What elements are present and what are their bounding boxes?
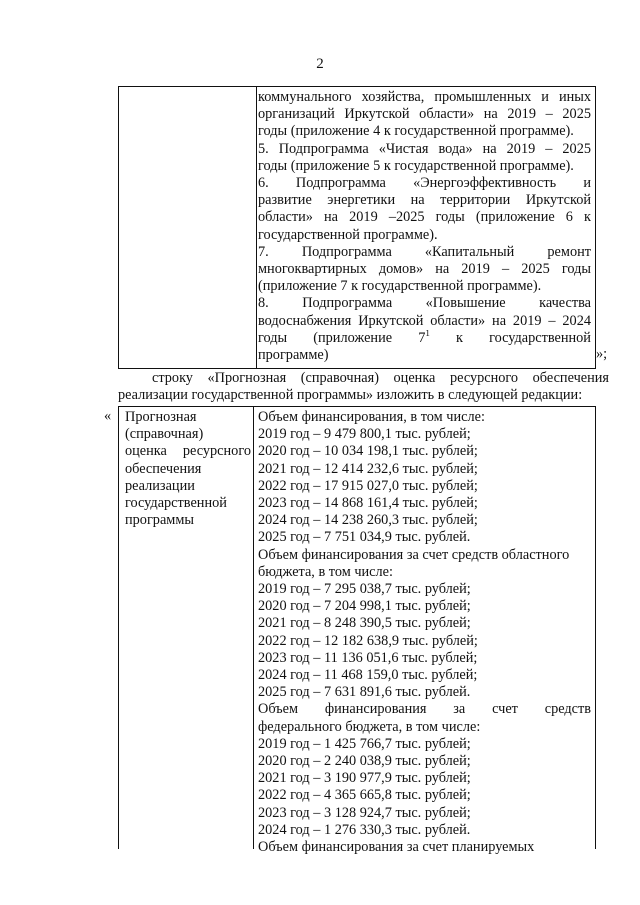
- word: [489, 330, 591, 347]
- label-text-line: (справочная): [125, 426, 204, 443]
- financing-text-line: федерального бюджета, в том числе:: [258, 718, 481, 735]
- financing-text-line: 2022 год – 12 182 638,9 тыс. рублей;: [258, 632, 478, 649]
- subprogram-text-line: 7. Подпрограмма «Капитальный ремонт: [258, 243, 591, 260]
- label-text-line: программы: [125, 512, 195, 529]
- subprograms-table-fragment: [118, 86, 596, 369]
- closing-quote: »;: [596, 346, 608, 362]
- financing-text-line: Объем финансирования, в том числе:: [258, 409, 485, 425]
- financing-text-line: 2023 год – 3 128 924,7 тыс. рублей;: [258, 804, 471, 821]
- financing-text-line: 2019 год – 1 425 766,7 тыс. рублей;: [258, 735, 471, 752]
- subprogram-text-line: (приложение 7 к государственной программе).: [258, 278, 542, 295]
- word: [313, 330, 392, 347]
- subprogram-text-line: коммунального хозяйства, промышленных и иных: [258, 89, 591, 105]
- label-text-line: государственной: [125, 495, 227, 511]
- word-text: государственной: [489, 329, 591, 346]
- opening-quote: «: [104, 408, 112, 424]
- subprograms-cell: [258, 89, 591, 364]
- subprogram-text-line: государственной программе).: [258, 226, 438, 243]
- financing-text-line: 2024 год – 1 276 330,3 тыс. рублей.: [258, 821, 471, 838]
- financing-text-line: 2020 год – 10 034 198,1 тыс. рублей;: [258, 443, 478, 460]
- subprogram-text-line: развитие энергетики на территории Иркутской: [258, 192, 591, 209]
- financing-text-line: бюджета, в том числе:: [258, 563, 393, 580]
- subprogram-text-line: водоснабжения Иркутской области» на 2019 – 2024: [258, 312, 591, 329]
- label-text-line: Прогнозная: [125, 409, 197, 425]
- subprogram-text-line: годы (приложение 5 к государственной программе).: [258, 157, 574, 174]
- label-text-line: оценка ресурсного: [125, 443, 251, 460]
- word: [456, 330, 463, 347]
- page-number: 2: [316, 56, 324, 72]
- subprogram-text-line: области» на 2019 –2025 годы (приложение 6 к: [258, 209, 591, 226]
- financing-text-line: Объем финансирования за счет средств: [258, 701, 591, 718]
- label-cell: [119, 407, 254, 849]
- amendment-instruction: [118, 370, 609, 404]
- subprogram-text-line: [258, 330, 591, 347]
- word: [258, 330, 287, 347]
- financing-text-line: 2023 год – 14 868 161,4 тыс. рублей;: [258, 495, 478, 512]
- subprogram-text-line: программе): [258, 346, 329, 363]
- superscript: 1: [425, 329, 430, 338]
- financing-text-line: 2021 год – 12 414 232,6 тыс. рублей;: [258, 460, 478, 477]
- word-text: 7: [418, 329, 426, 346]
- subprogram-text-line: 6. Подпрограмма «Энергоэффективность и: [258, 174, 591, 191]
- subprogram-text-line: 8. Подпрограмма «Повышение качества: [258, 295, 591, 312]
- financing-text-line: 2020 год – 2 240 038,9 тыс. рублей;: [258, 753, 471, 770]
- subprogram-text-line: многоквартирных домов» на 2019 – 2025 годы: [258, 260, 591, 277]
- word-text: годы: [258, 329, 288, 346]
- word: [418, 330, 430, 347]
- word-text: к: [455, 329, 463, 346]
- financing-text-line: 2021 год – 3 190 977,9 тыс. рублей;: [258, 770, 471, 787]
- financing-text-line: 2019 год – 9 479 800,1 тыс. рублей;: [258, 426, 471, 443]
- instruction-line-2: реализации государственной программы» изложить в следующей редакции:: [118, 387, 583, 404]
- financing-text-line: 2019 год – 7 295 038,7 тыс. рублей;: [258, 581, 471, 598]
- word-text: (приложение: [313, 329, 393, 346]
- financing-text-line: 2023 год – 11 136 051,6 тыс. рублей;: [258, 649, 478, 666]
- financing-text-line: 2024 год – 11 468 159,0 тыс. рублей;: [258, 667, 478, 684]
- instruction-line-1: строку «Прогнозная (справочная) оценка ресурсного обеспечения: [152, 370, 609, 386]
- financing-text-line: 2020 год – 7 204 998,1 тыс. рублей;: [258, 598, 471, 615]
- financing-text-line: 2022 год – 4 365 665,8 тыс. рублей;: [258, 787, 471, 804]
- financing-text-line: 2025 год – 7 751 034,9 тыс. рублей.: [258, 529, 471, 546]
- financing-text-line: 2025 год – 7 631 891,6 тыс. рублей.: [258, 684, 471, 701]
- label-text-line: реализации: [125, 477, 195, 494]
- financing-text-line: 2022 год – 17 915 027,0 тыс. рублей;: [258, 477, 478, 494]
- label-text-line: обеспечения: [125, 460, 202, 477]
- subprogram-text-line: годы (приложение 4 к государственной программе).: [258, 123, 574, 140]
- subprogram-text-line: организаций Иркутской области» на 2019 – 2025: [258, 106, 591, 123]
- financing-text-line: 2021 год – 8 248 390,5 тыс. рублей;: [258, 615, 471, 632]
- financing-text-line: Объем финансирования за счет планируемых: [258, 839, 535, 856]
- financing-text-line: 2024 год – 14 238 260,3 тыс. рублей;: [258, 512, 478, 529]
- financing-text-line: Объем финансирования за счет средств областного: [258, 546, 570, 563]
- resource-estimate-table: [118, 406, 596, 856]
- empty-label-cell: [119, 87, 257, 368]
- financing-cell: [258, 409, 591, 856]
- subprogram-text-line: 5. Подпрограмма «Чистая вода» на 2019 – 2025: [258, 140, 591, 157]
